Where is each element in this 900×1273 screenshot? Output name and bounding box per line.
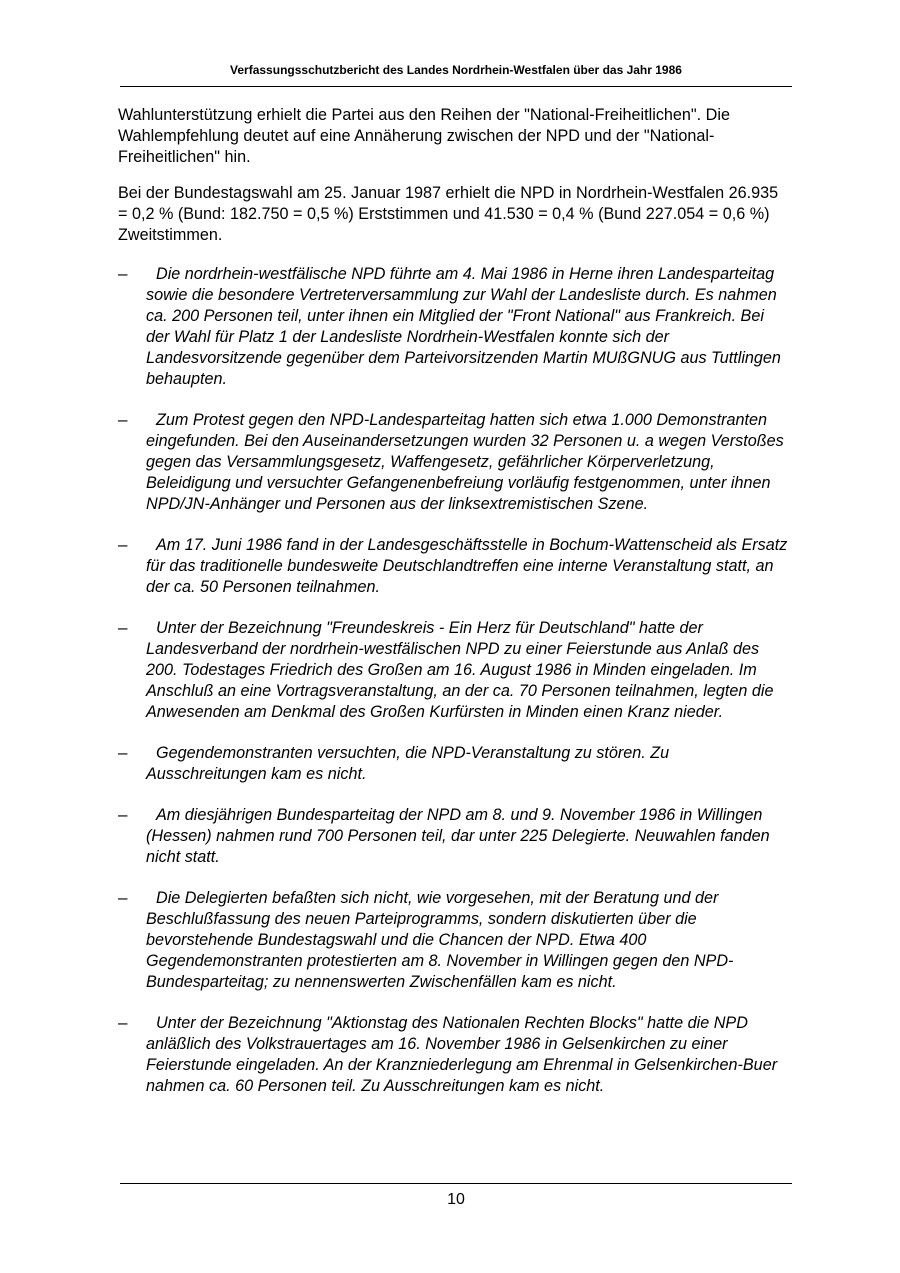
dash-marker: – xyxy=(118,888,128,907)
bullet-text: Unter der Bezeichnung "Freundeskreis - Ein Herz für Deutschland" hatte der Landesverband der nordrhein-westfälischen NPD zu einer Feierstunde aus Anlaß des 200. Todestages Friedrich des Großen am 16. August 1986 in Minden eingeladen. Im Anschluß an eine Vortragsveranstaltung, an der ca. 70 Personen teilnahmen, legten die Anwesenden am Denkmal des Großen Kurfürsten in Minden einen Kranz nieder. xyxy=(146,619,774,721)
bullet-text: Unter der Bezeichnung "Aktionstag des Nationalen Rechten Blocks" hatte die NPD anläßlich des Volkstrauertages am 16. November 1986 in Gelsenkirchen zu einer Feierstunde eingeladen. An der Kranzniederlegung am Ehrenmal in Gelsenkirchen-Buer nahmen ca. 60 Personen teil. Zu Ausschreitungen kam es nicht. xyxy=(146,1014,778,1095)
page-number: 10 xyxy=(447,1191,465,1208)
footer-rule xyxy=(120,1183,792,1184)
bullet-item xyxy=(118,1013,790,1097)
header-rule xyxy=(120,86,792,87)
paragraph-bundestagswahl: Bei der Bundestagswahl am 25. Januar 1987 erhielt die NPD in Nordrhein-Westfalen 26.935 = 0,2 % (Bund: 182.750 = 0,5 %) Erststimmen und 41.530 = 0,4 % (Bund 227.054 = 0,6 %) Zweitstimmen. xyxy=(118,184,779,244)
bullet-item xyxy=(118,410,790,515)
page-header: Verfassungsschutzbericht des Landes Nordrhein-Westfalen über das Jahr 1986 xyxy=(230,63,682,77)
bullet-text: Die Delegierten befaßten sich nicht, wie vorgesehen, mit der Beratung und der Beschlußfassung des neuen Parteiprogramms, sondern diskutierten über die bevorstehende Bundestagswahl und die Chancen der NPD. Etwa 400 Gegendemonstranten protestierten am 8. November in Willingen gegen den NPD-Bundesparteitag; zu nennenswerten Zwischenfällen kam es nicht. xyxy=(146,889,734,991)
bullet-text: Die nordrhein-westfälische NPD führte am 4. Mai 1986 in Herne ihren Landesparteitag sowie die besondere Vertreterversammlung zur Wahl der Landesliste durch. Es nahmen ca. 200 Personen teil, unter ihnen ein Mitglied der "Front National" aus Frankreich. Bei der Wahl für Platz 1 der Landesliste Nordrhein-Westfalen konnte sich der Landesvorsitzende gegenüber dem Parteivorsitzenden Martin MUßGNUG aus Tuttlingen behaupten. xyxy=(146,265,781,388)
bullet-text: Am 17. Juni 1986 fand in der Landesgeschäftsstelle in Bochum-Wattenscheid als Ersatz für das traditionelle bundesweite Deutschlandtreffen eine interne Veranstaltung statt, an der ca. 50 Personen teilnahmen. xyxy=(146,536,788,596)
dash-marker: – xyxy=(118,410,128,429)
dash-marker: – xyxy=(118,1013,128,1032)
paragraph-wahlunterstuetzung: Wahlunterstützung erhielt die Partei aus den Reihen der "National-Freiheitlichen". Die Wahlempfehlung deutet auf eine Annäherung zwischen der NPD und der "National-Freiheitlichen" hin. xyxy=(118,106,730,166)
bullet-item xyxy=(118,805,790,868)
bullet-item xyxy=(118,264,790,390)
dash-marker: – xyxy=(118,264,128,283)
bullet-text: Zum Protest gegen den NPD-Landesparteitag hatten sich etwa 1.000 Demonstranten eingefunden. Bei den Auseinandersetzungen wurden 32 Personen u. a wegen Verstoßes gegen das Versammlungsgesetz, Waffengesetz, gefährlicher Körperverletzung, Beleidigung und versuchter Gefangenenbefreiung vorläufig festgenommen, unter ihnen NPD/JN-Anhänger und Personen aus der linksextremistischen Szene. xyxy=(146,411,784,513)
dash-marker: – xyxy=(118,743,128,762)
bullet-item xyxy=(118,743,790,785)
dash-marker: – xyxy=(118,535,128,554)
bullet-item xyxy=(118,618,790,723)
bullet-text: Am diesjährigen Bundesparteitag der NPD am 8. und 9. November 1986 in Willingen (Hessen) nahmen rund 700 Personen teil, dar unter 225 Delegierte. Neuwahlen fanden nicht statt. xyxy=(146,806,770,866)
dash-marker: – xyxy=(118,805,128,824)
bullet-text: Gegendemonstranten versuchten, die NPD-Veranstaltung zu stören. Zu Ausschreitungen kam es nicht. xyxy=(146,744,670,783)
dash-marker: – xyxy=(118,618,128,637)
document-body xyxy=(118,105,790,1117)
bullet-item xyxy=(118,535,790,598)
bullet-item xyxy=(118,888,790,993)
